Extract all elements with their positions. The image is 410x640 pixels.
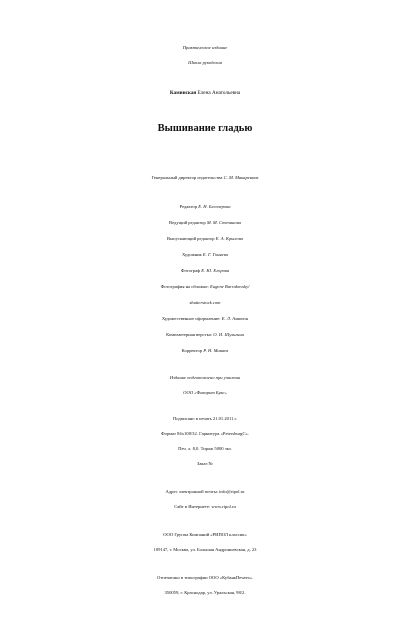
printer-name: Отпечатано в типографии ООО «КубаньПечать».	[156, 575, 254, 580]
credit-line	[0, 263, 410, 278]
credit-line	[0, 215, 410, 230]
credit-line	[0, 327, 410, 342]
website-line: Сайт в Интернете: www.ripol.ru	[174, 504, 236, 509]
credit-role: Ведущий редактор	[169, 220, 206, 225]
credit-name: Е. Г. Гоняева	[202, 252, 228, 257]
printer-address: 350059, г. Краснодар, ул. Уральская, 98/2.	[164, 590, 246, 595]
publisher-name: ООО Группа Компаний «РИПОЛ классик»	[163, 532, 247, 537]
print-info-line: Подписано в печать 21.01.2011 г.	[172, 416, 238, 421]
credit-name: Eugene Barrakovsky/	[210, 284, 250, 289]
credit-name: Е. Н. Белозерова	[198, 204, 231, 209]
series-line-2: Школа рукоделия	[188, 60, 222, 65]
credit-line-continuation	[0, 295, 410, 310]
credit-name: М. М. Степанова	[206, 220, 241, 225]
publisher-address: 109147, г. Москва, ул. Большая Андроньевская, д. 23	[153, 547, 257, 552]
general-director-name: С. М. Макаренков	[223, 175, 259, 180]
general-director-line	[0, 170, 410, 185]
credit-role: Корректор	[181, 348, 203, 353]
general-director-role: Генеральный директор издательства	[151, 175, 223, 180]
credit-role: Художник	[182, 252, 202, 257]
series-line-1: Практическое издание	[182, 45, 228, 50]
credit-line	[0, 231, 410, 246]
credit-name: О. И. Шульгина	[213, 332, 244, 337]
author-given-names: Елена Анатольевна	[197, 90, 241, 96]
credit-name: Е. Ю. Егорова	[201, 268, 230, 273]
credit-role: Редактор	[179, 204, 198, 209]
print-info-line: Заказ №	[197, 461, 213, 466]
credit-name: Р. Н. Минаев	[203, 348, 229, 353]
credit-name: Е. Л. Амитон	[221, 316, 249, 321]
credit-role: Художественное оформление:	[161, 316, 221, 321]
credit-line	[0, 199, 410, 214]
email-line: Адрес электронной почты: info@ripol.ru	[165, 489, 245, 494]
prepared-line-2: ООО «Фаворит Букс»	[183, 390, 227, 395]
credit-line	[0, 311, 410, 326]
book-title: Вышивание гладью	[157, 123, 253, 134]
credit-role: Компьютерная верстка:	[166, 332, 213, 337]
credit-line	[0, 279, 410, 294]
credit-role: Выпускающий редактор	[167, 236, 215, 241]
author-surname: Каминская	[169, 90, 197, 96]
credit-name: Е. А. Крылова	[215, 236, 243, 241]
credit-line	[0, 247, 410, 262]
credit-name: shutterstock.com	[189, 300, 221, 305]
credit-role: Фотограф	[180, 268, 201, 273]
print-info-line: Печ. л. 8,0. Тираж 5000 экз.	[178, 446, 232, 451]
credit-role: Фотография на обложке:	[160, 284, 209, 289]
print-info-line: Формат 84х108/32. Гарнитура «PetersburgC».	[161, 431, 249, 436]
author-line	[0, 86, 410, 101]
prepared-line-1: Издание подготовлено при участии	[169, 375, 241, 380]
credit-line	[0, 343, 410, 358]
